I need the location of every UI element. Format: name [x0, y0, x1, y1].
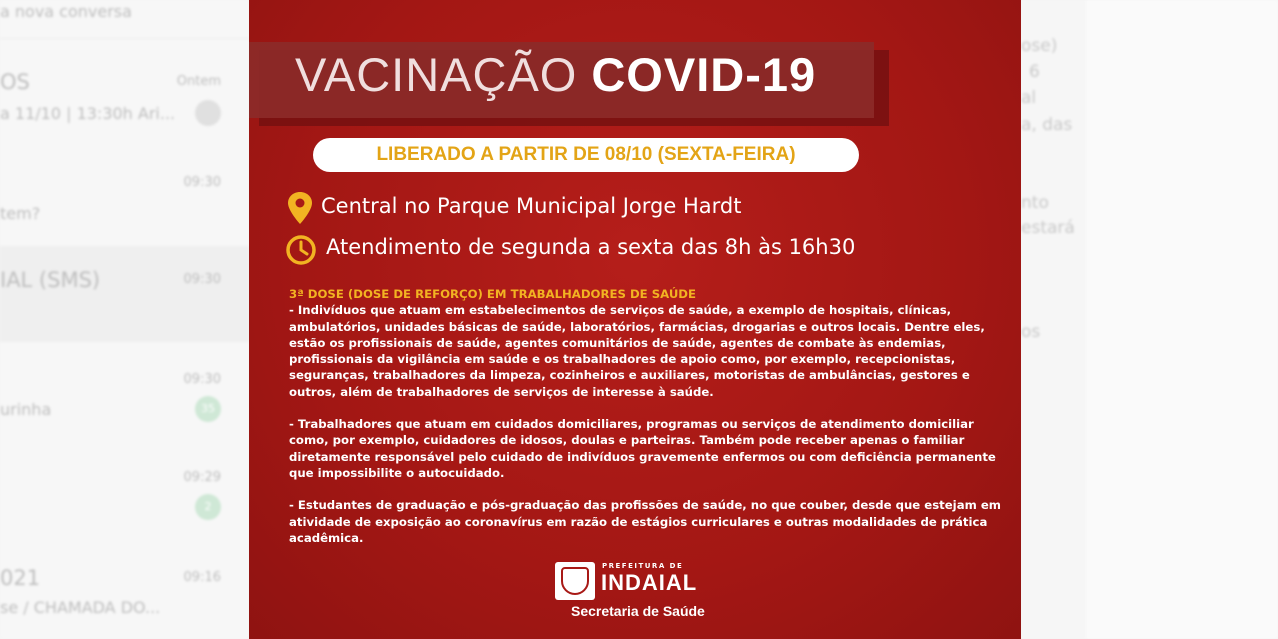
section-heading: 3ª DOSE (DOSE DE REFORÇO) EM TRABALHADORES DE SAÚDE: [289, 287, 696, 301]
divider: [0, 38, 249, 39]
release-date-pill: LIBERADO A PARTIR DE 08/10 (SEXTA-FEIRA): [313, 138, 859, 172]
poster-title: [295, 47, 816, 107]
location-text: Central no Parque Municipal Jorge Hardt: [321, 194, 742, 218]
chat-time: 09:30: [183, 175, 221, 190]
message-fragment: nto: [1021, 193, 1049, 213]
chat-time: 09:30: [183, 272, 221, 287]
title-bold: COVID-19: [591, 48, 817, 101]
eligibility-text: [289, 286, 1001, 546]
pin-icon: [195, 100, 221, 126]
message-fragment: a, das: [1021, 115, 1073, 135]
chat-title[interactable]: OS: [0, 70, 30, 94]
chat-snippet: tem?: [0, 204, 41, 223]
new-conversation-text[interactable]: a nova conversa: [0, 2, 132, 21]
hours-text: Atendimento de segunda a sexta das 8h às 16h30: [326, 235, 856, 259]
chat-time: 09:30: [183, 372, 221, 387]
chat-snippet: a 11/10 | 13:30h Ari...: [0, 104, 176, 123]
chat-title[interactable]: IAL (SMS): [0, 268, 101, 292]
background-chat-list: [0, 0, 249, 639]
message-fragment: 6: [1029, 62, 1040, 82]
chat-title[interactable]: 021: [0, 566, 41, 590]
message-fragment: estará: [1021, 218, 1075, 238]
eligibility-paragraph: - Trabalhadores que atuam em cuidados domiciliares, programas ou serviços de atendimento domiciliar como, por exemplo, cuidadores de idosos, doulas e parteiras. Também pode receber apenas o familiar diretamente responsável pelo cuidado de indivíduos gravemente enfermos ou com deficiência permanente que impossibilite o autocuidado.: [289, 417, 996, 480]
title-light: VACINAÇÃO: [295, 48, 578, 101]
chat-snippet: urinha: [0, 400, 52, 419]
side-panel: [1086, 0, 1278, 639]
clock-icon: [285, 232, 317, 266]
unread-badge: 35: [195, 396, 221, 422]
vaccination-poster[interactable]: [249, 0, 1021, 639]
chat-snippet: se / CHAMADA DO...: [0, 598, 161, 617]
chat-item-highlight: [0, 246, 249, 342]
location-pin-icon: [285, 191, 317, 225]
eligibility-paragraph: - Indivíduos que atuam em estabelecimentos de serviços de saúde, a exemplo de hospitais, clínicas, ambulatórios, unidades básicas de saúde, laboratórios, farmácias, drogarias e outros locais. Dentre eles, estão os profissionais de saúde, agentes comunitários de saúde, agentes de combate às endemias, profissionais da vigilância em saúde e os trabalhadores de apoio como, por exemplo, recepcionistas, seguranças, trabalhadores da limpeza, cozinheiros e auxiliares, motoristas de ambulâncias, gestores e outros, além de trabalhadores de serviços de interesse à saúde.: [289, 303, 985, 399]
message-fragment: al: [1021, 88, 1037, 108]
message-fragment: os: [1021, 322, 1041, 342]
logo-prefix: PREFEITURA DE: [602, 562, 684, 570]
chat-time: 09:29: [183, 470, 221, 485]
logo-name: INDAIAL: [601, 570, 698, 595]
message-fragment: ose): [1021, 36, 1058, 56]
unread-badge: 2: [195, 494, 221, 520]
chat-time: Ontem: [176, 74, 221, 89]
background-message-panel: [1021, 0, 1278, 639]
city-crest-icon: [555, 562, 595, 600]
eligibility-paragraph: - Estudantes de graduação e pós-graduação das profissões de saúde, no que couber, desde que estejam em atividade de exposição ao coronavírus em razão de estágios curriculares e outras modalidades de prática acadêmica.: [289, 498, 1001, 545]
indaial-logo: [555, 560, 715, 622]
chat-time: 09:16: [183, 570, 221, 585]
logo-department: Secretaria de Saúde: [571, 603, 705, 619]
